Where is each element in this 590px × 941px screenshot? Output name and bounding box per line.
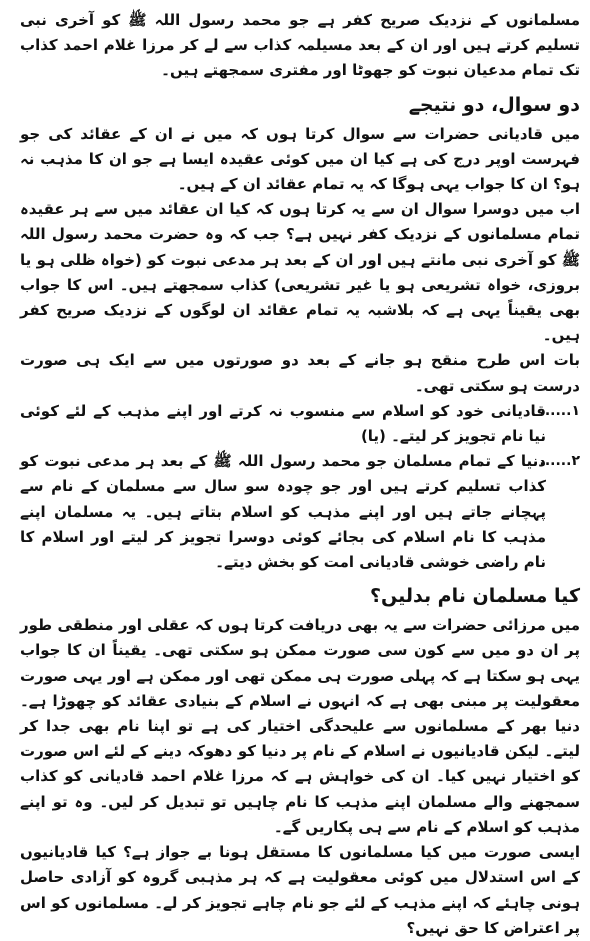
document-page	[20, 8, 580, 937]
list-number-2: ۲......	[539, 453, 580, 470]
list-item-1	[20, 399, 580, 449]
list-item-2	[20, 449, 580, 575]
body-paragraph-second-question: اب میں دوسرا سوال ان سے یہ کرتا ہوں کہ کیا ان عقائد میں سے ہر عقیدہ تمام مسلمانوں کے نزدیک کفر نہیں ہے؟ جب کہ وہ حضرت محمد رسول اللہ ﷺ کو آخری نبی مانتے ہیں اور ان کے بعد ہر مدعی نبوت کو (خواہ ظلی ہو یا بروزی، خواہ تشریعی ہو یا غیر تشریعی) کذاب سمجھتے ہیں۔ اس کا جواب بھی یقیناً یہی ہے کہ بلاشبہ یہ تمام عقائد ان لوگوں کے نزدیک صریح کفر ہیں۔	[20, 200, 580, 345]
section-heading-change-name: کیا مسلمان نام بدلیں؟	[369, 585, 580, 608]
intro-paragraph: مسلمانوں کے نزدیک صریح کفر ہے جو محمد رسول اللہ ﷺ کو آخری نبی تسلیم کرتے ہیں اور ان کے بعد مسیلمہ کذاب سے لے کر مرزا غلام احمد کذاب تک تمام مدعیان نبوت کو جھوٹا اور مفتری سمجھتے ہیں۔	[20, 11, 580, 80]
list-number-1: ۱......	[539, 402, 580, 419]
section-heading-two-questions: دو سوال، دو نتیجے	[408, 93, 580, 116]
list-text-1: قادیانی خود کو اسلام سے منسوب نہ کرتے اور اپنے مذہب کے لئے کوئی نیا نام تجویز کر لیتے۔ (یا)	[20, 401, 546, 446]
body-paragraph-reasoning: میں مرزائی حضرات سے یہ بھی دریافت کرتا ہوں کہ عقلی اور منطقی طور پر ان دو میں سے کون سی صورت ممکن ہو سکتی تھی۔ یقیناً ان کا جواب یہی ہو سکتا ہے کہ پہلی صورت ہی ممکن تھی اور ممکن ہے اور یہی صورت معقولیت پر مبنی بھی ہے کہ انہوں نے اسلام کے بنیادی عقائد کو چھوڑا ہے۔ دنیا بھر کے مسلمانوں سے علیحدگی اختیار کی ہے تو اپنا نام بھی جدا کر لیتے۔ لیکن قادیانیوں نے اسلام کے نام پر دنیا کو دھوکہ دینے کے لئے اس صورت کو اختیار نہیں کیا۔ ان کی خواہش ہے کہ مرزا غلام احمد قادیانی کو کذاب سمجھنے والے مسلمان اپنے مذہب کا نام چاہیں تو تبدیل کر لیں۔ وہ تو اپنے مذہب کو اسلام کے نام سے ہی پکاریں گے۔	[20, 616, 580, 836]
list-text-2: دنیا کے تمام مسلمان جو محمد رسول اللہ ﷺ کے بعد ہر مدعی نبوت کو کذاب تسلیم کرتے ہیں اور جو چودہ سو سال سے مسلمان کے نام سے پہچانے جاتے ہیں اور اپنے مذہب کو اسلام بتاتے ہیں۔ یہ مسلمان اپنے مذہب کا نام اسلام کی بجائے کوئی دوسرا تجویز کر لیتے اور اسلام کا نام راضی خوشی قادیانی امت کو بخش دیتے۔	[20, 452, 546, 572]
body-paragraph-first-question: میں قادیانی حضرات سے سوال کرتا ہوں کہ میں نے ان کے عقائد کی جو فہرست اوپر درج کی ہے کیا ان میں کوئی عقیدہ ایسا ہے جو ان کا مذہب نہ ہو؟ ان کا جواب یہی ہوگا کہ یہ تمام عقائد ان کے ہیں۔	[20, 124, 580, 194]
body-paragraph-conclusion: بات اس طرح منقح ہو جانے کے بعد دو صورتوں میں سے ایک ہی صورت درست ہو سکتی تھی۔	[20, 351, 580, 395]
body-paragraph-final-question: ایسی صورت میں کیا مسلمانوں کا مستقل ہونا بے جواز ہے؟ کیا قادیانیوں کے اس استدلال میں کوئی معقولیت ہے کہ ہر مذہبی گروہ کو آزادی حاصل ہونی چاہئے کہ اپنے مذہب کے لئے جو نام چاہے تجویز کر لے۔ مسلمانوں کو اس پر اعتراض کا حق نہیں؟	[20, 843, 580, 937]
